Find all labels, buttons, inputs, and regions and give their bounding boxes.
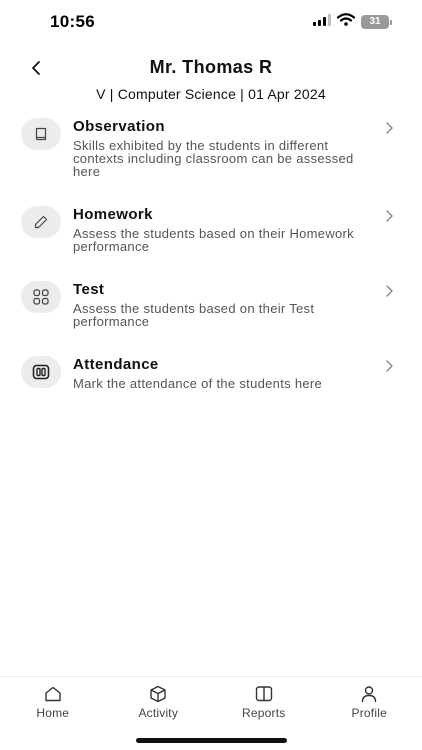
nav-home[interactable] [0, 677, 106, 726]
option-description: Skills exhibited by the students in different contexts including classroom can be assessed here [73, 138, 354, 179]
status-bar [0, 0, 422, 44]
battery-icon [361, 15, 389, 29]
option-icon-wrap [21, 118, 61, 150]
chevron-right-icon [382, 208, 396, 224]
back-button[interactable] [22, 56, 50, 80]
nav-label: Profile [351, 706, 387, 720]
battery-tip [390, 20, 392, 25]
battery-level: 31 [369, 16, 381, 27]
nav-label: Home [36, 706, 70, 720]
header [0, 50, 422, 104]
option-icon-wrap [21, 206, 61, 238]
attendance-icon [32, 364, 50, 380]
option-title: Test [73, 281, 105, 298]
chevron-right-icon [382, 283, 396, 299]
nav-label: Activity [138, 706, 179, 720]
option-description: Assess the students based on their Test performance [73, 301, 315, 329]
wifi-icon [337, 13, 355, 31]
signal-icon [313, 13, 331, 31]
book-open-icon [254, 685, 274, 703]
chevron-right-icon [382, 120, 396, 136]
page-title: Mr. Thomas R [149, 57, 273, 77]
nav-label: Reports [242, 706, 286, 720]
status-time: 10:56 [50, 12, 95, 31]
battery-indicator [361, 15, 392, 29]
nav-profile[interactable] [317, 677, 422, 726]
chevron-left-icon [30, 60, 42, 76]
grid-icon [32, 288, 50, 306]
option-description: Mark the attendance of the students here [73, 376, 323, 391]
home-indicator [136, 738, 287, 743]
nav-activity[interactable] [106, 677, 212, 726]
status-icons [313, 13, 392, 31]
option-icon-wrap [21, 281, 61, 313]
home-icon [43, 685, 63, 703]
option-icon-wrap [21, 356, 61, 388]
chevron-right-icon [382, 358, 396, 374]
nav-reports[interactable] [211, 677, 317, 726]
cube-icon [148, 685, 168, 703]
option-title: Homework [73, 206, 153, 223]
bottom-nav [0, 676, 422, 726]
option-title: Observation [73, 118, 165, 135]
book-icon [33, 126, 49, 142]
option-description: Assess the students based on their Homework performance [73, 226, 354, 254]
user-icon [359, 685, 379, 703]
option-title: Attendance [73, 356, 159, 373]
pencil-icon [33, 214, 49, 230]
page-subtitle: V | Computer Science | 01 Apr 2024 [96, 86, 326, 102]
